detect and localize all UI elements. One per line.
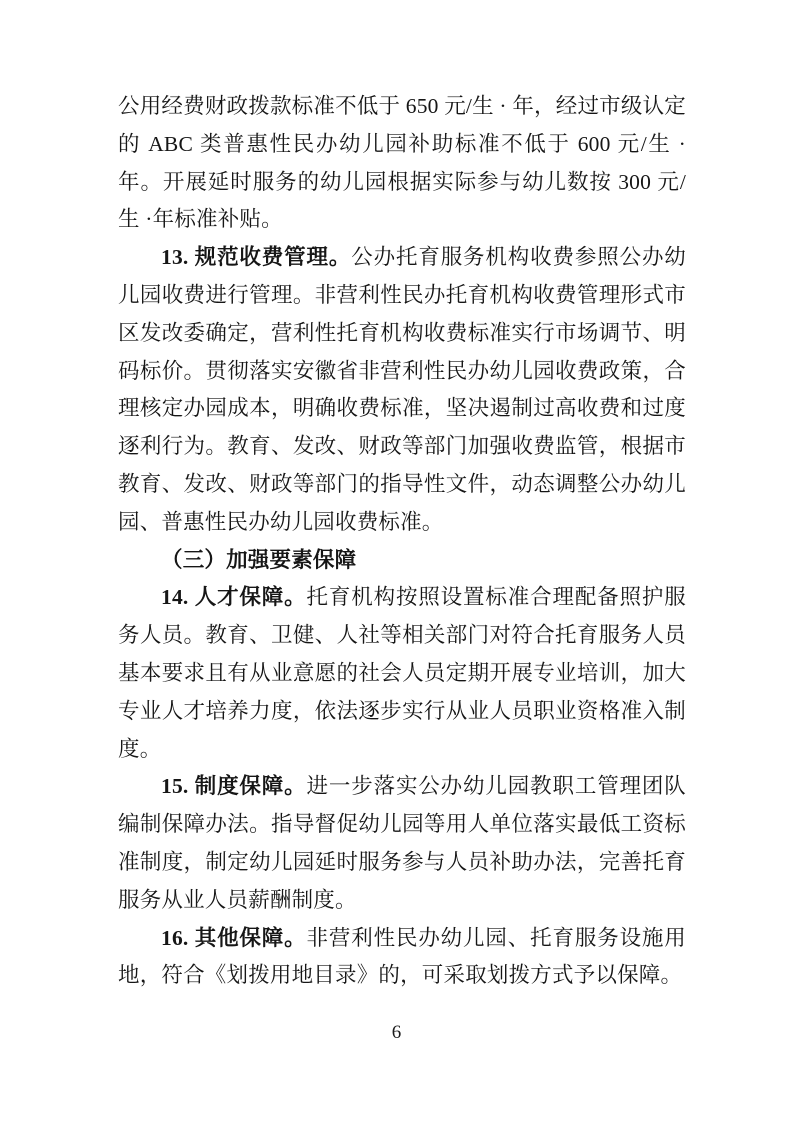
paragraph-15-text: 进一步落实公办幼儿园教职工管理团队编制保障办法。指导督促幼儿园等用人单位落实最低工资标准制度，制定幼儿园延时服务参与人员补助办法，完善托育服务从业人员薪酬制度。 — [118, 774, 686, 912]
paragraph-15 — [118, 768, 686, 919]
paragraph-15-lead: 15. 制度保障。 — [161, 774, 307, 799]
page-number: 6 — [391, 1022, 402, 1043]
section-heading-3 — [118, 542, 686, 580]
paragraph-continuation-text: 公用经费财政拨款标准不低于 650 元/生 · 年，经过市级认定的 ABC 类普惠性民办幼儿园补助标准不低于 600 元/生 ·年。开展延时服务的幼儿园根据实际参与幼儿数按 300 元/生 ·年标准补贴。 — [118, 94, 686, 232]
paragraph-13-lead: 13. 规范收费管理。 — [161, 245, 352, 270]
paragraph-14-lead: 14. 人才保障。 — [161, 585, 307, 610]
paragraph-13-text: 公办托育服务机构收费参照公办幼儿园收费进行管理。非营利性民办托育机构收费管理形式市区发改委确定，营利性托育机构收费标准实行市场调节、明码标价。贯彻落实安徽省非营利性民办幼儿园收费政策，合理核定办园成本，明确收费标准，坚决遏制过高收费和过度逐利行为。教育、发改、财政等部门加强收费监管，根据市教育、发改、财政等部门的指导性文件，动态调整公办幼儿园、普惠性民办幼儿园收费标准。 — [118, 245, 686, 534]
paragraph-13 — [118, 239, 686, 541]
section-heading-3-text: （三）加强要素保障 — [161, 547, 357, 572]
paragraph-continuation — [118, 88, 686, 239]
paragraph-16-text: 非营利性民办幼儿园、托育服务设施用地，符合《划拨用地目录》的，可采取划拨方式予以保障。 — [118, 925, 686, 988]
document-body — [118, 88, 686, 995]
paragraph-14 — [118, 579, 686, 768]
paragraph-16-lead: 16. 其他保障。 — [161, 925, 307, 950]
paragraph-16 — [118, 920, 686, 996]
paragraph-14-text: 托育机构按照设置标准合理配备照护服务人员。教育、卫健、人社等相关部门对符合托育服务人员基本要求且有从业意愿的社会人员定期开展专业培训，加大专业人才培养力度，依法逐步实行从业人员职业资格准入制度。 — [118, 585, 686, 761]
